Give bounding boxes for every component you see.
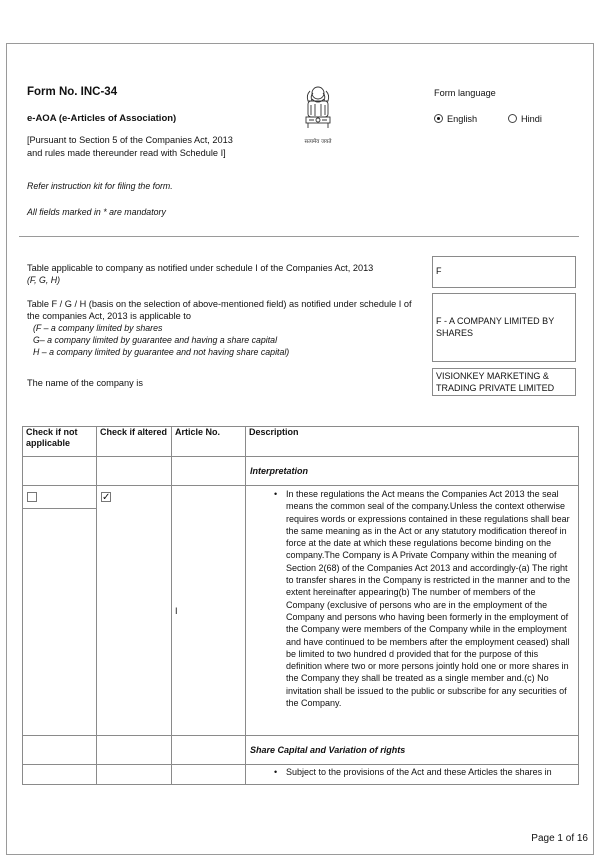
checkbox-altered[interactable]: ✓ — [102, 492, 111, 503]
language-english-label: English — [447, 114, 478, 124]
section-divider — [19, 236, 579, 237]
pursuant-line-1: [Pursuant to Section 5 of the Companies Act, 2013 — [27, 135, 233, 145]
section-title-share-capital: Share Capital and Variation of rights — [246, 736, 579, 765]
articles-table — [22, 426, 579, 785]
table-row — [23, 486, 579, 736]
company-name-label: The name of the company is — [27, 378, 143, 388]
section-title-interpretation: Interpretation — [246, 457, 579, 486]
table-basis-line-1: Table F / G / H (basis on the selection of above-mentioned field) as notified under schedule I of — [27, 299, 412, 309]
section-title-row — [23, 457, 579, 486]
table-basis-option-f: (F – a company limited by shares — [33, 323, 163, 333]
header-article-no: Article No. — [172, 427, 246, 457]
table-basis-option-h: H – a company limited by guarantee and not having share capital) — [33, 347, 290, 357]
table-basis-field[interactable]: F - A COMPANY LIMITED BY SHARES — [432, 293, 576, 362]
article-description[interactable] — [246, 486, 579, 736]
checkbox-not-applicable[interactable] — [27, 492, 37, 502]
national-emblem-icon — [296, 83, 340, 145]
header-not-applicable: Check if not applicable — [23, 427, 97, 457]
mandatory-note: All fields marked in * are mandatory — [27, 207, 166, 217]
radio-english[interactable] — [434, 114, 443, 123]
table-header-row — [23, 427, 579, 457]
article-description-text: Subject to the provisions of the Act and these Articles the shares in — [286, 767, 552, 777]
section-title-row — [23, 736, 579, 765]
header-altered: Check if altered — [97, 427, 172, 457]
header-description: Description — [246, 427, 579, 457]
pursuant-line-2: and rules made thereunder read with Schedule I] — [27, 148, 226, 158]
instruction-text: Refer instruction kit for filing the form. — [27, 181, 173, 191]
table-applicable-label: Table applicable to company as notified under schedule I of the Companies Act, 2013 — [27, 263, 374, 273]
table-basis-option-g: G– a company limited by guarantee and having a share capital — [33, 335, 278, 345]
form-number: Form No. INC-34 — [27, 86, 118, 98]
form-language-label: Form language — [434, 88, 496, 98]
table-applicable-hint: (F, G, H) — [27, 275, 61, 285]
company-name-field[interactable]: VISIONKEY MARKETING & TRADING PRIVATE LIMITED — [432, 368, 576, 396]
article-description[interactable] — [246, 765, 579, 785]
bullet-icon: • — [274, 767, 278, 777]
radio-hindi[interactable] — [508, 114, 517, 123]
table-applicable-field[interactable]: F — [432, 256, 576, 288]
article-number: I — [172, 486, 246, 736]
language-english-option[interactable] — [434, 113, 477, 126]
table-basis-line-2: the companies Act, 2013 is applicable to — [27, 311, 191, 321]
form-subtitle: e-AOA (e-Articles of Association) — [27, 113, 177, 124]
emblem-motto: सत्यमेव जयते — [304, 139, 332, 145]
table-row — [23, 765, 579, 785]
article-description-text: In these regulations the Act means the Companies Act 2013 the seal means the common seal of the company.Unless the context otherwise requires words or expressions contained in these regulations shall bear the same meaning as in the Act or any statutory modification thereof in force at the date at which these regulations become binding on the company.The Company is A Private Company within the meaning of Section 2(68) of the Companies Act 2013 and accordingly-(a) The right to transfer shares in the Company is restricted in the manner and to the extent hereinafter appearing(b) The number of members of the Company (exclusive of persons who are in the employment of the Company and persons who having been formerly in the employment of the Company were members of the Company while in the employment and have continued to be members after the employment ceased) shall be limited to two hundred d provided that for the purpose of this definition where two or more persons jointly hold one or more shares in the Company they shall be treated as a single member and.(c) No invitation shall be issued to the public or subscribe for any securities of the Company. — [286, 489, 571, 709]
language-hindi-option[interactable] — [508, 113, 542, 126]
language-hindi-label: Hindi — [521, 114, 542, 124]
page-number: Page 1 of 16 — [531, 833, 588, 844]
bullet-icon: • — [274, 489, 278, 499]
